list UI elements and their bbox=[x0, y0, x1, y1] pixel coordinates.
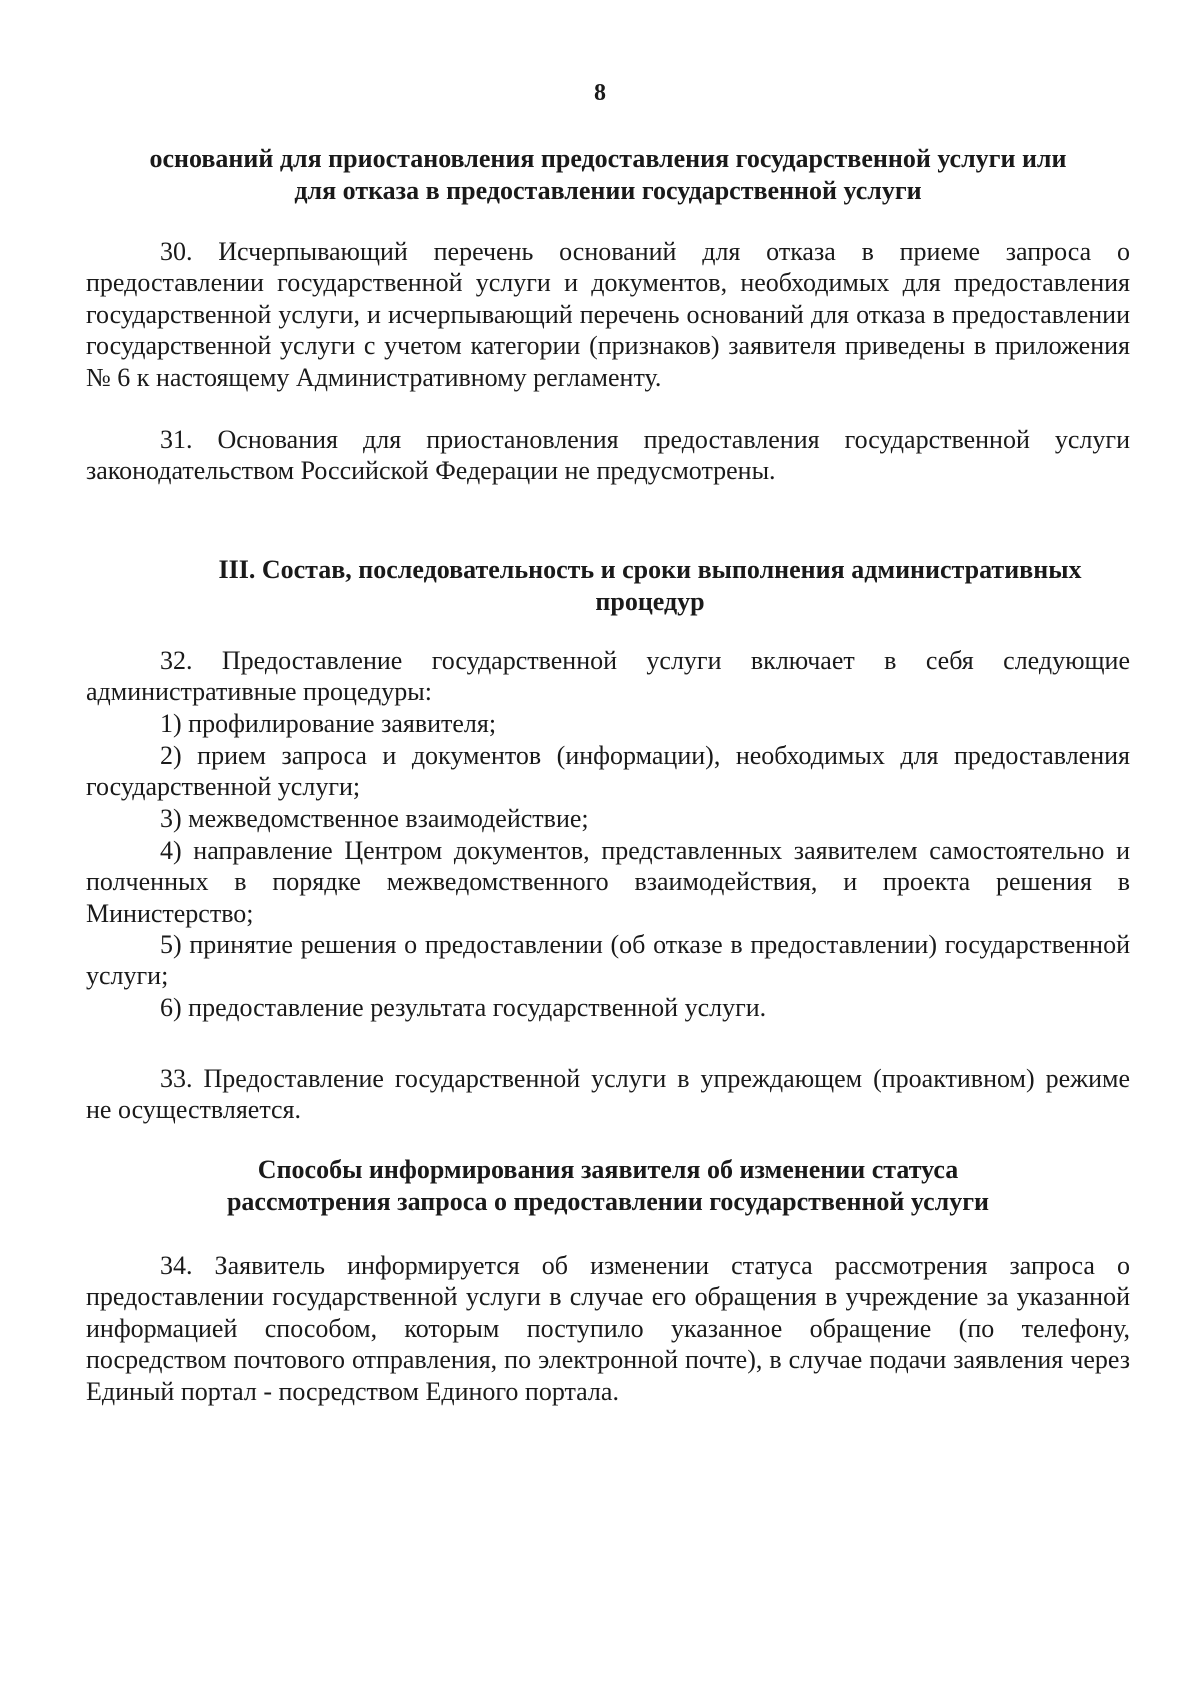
paragraph-31: 31. Основания для приостановления предоставления государственной услуги законодательством Российской Федерации не предусмотрены. bbox=[86, 425, 1130, 486]
procedure-item: 1) профилирование заявителя; bbox=[160, 709, 497, 738]
procedure-item: 3) межведомственное взаимодействие; bbox=[160, 804, 589, 833]
heading-line: процедур bbox=[595, 587, 705, 616]
heading-line: III. Состав, последовательность и сроки выполнения административных bbox=[218, 555, 1082, 584]
procedure-item: 6) предоставление результата государственной услуги. bbox=[160, 993, 767, 1022]
procedure-item: 2) прием запроса и документов (информации), необходимых для предоставления государственной услуги; bbox=[86, 741, 1130, 802]
section-iii-heading bbox=[170, 554, 1130, 618]
paragraph-32: 32. Предоставление государственной услуги включает в себя следующие административные процедуры: bbox=[86, 646, 1130, 707]
page-number: 8 bbox=[594, 80, 606, 106]
paragraph-30: 30. Исчерпывающий перечень оснований для отказа в приеме запроса о предоставлении государственной услуги и документов, необходимых для предоставления государственной услуги, и исчерпывающий перечень оснований для отказа в предоставлении государственной услуги с учетом категории (признаков) заявителя приведены в приложения № 6 к настоящему Административному регламенту. bbox=[86, 237, 1130, 392]
heading-line: Способы информирования заявителя об изменении статуса bbox=[257, 1155, 959, 1184]
paragraph-33: 33. Предоставление государственной услуги в упреждающем (проактивном) режиме не осуществляется. bbox=[86, 1064, 1130, 1125]
heading-grounds bbox=[86, 143, 1130, 207]
heading-inform bbox=[86, 1154, 1130, 1218]
procedure-item: 5) принятие решения о предоставлении (об отказе в предоставлении) государственной услуги; bbox=[86, 930, 1130, 991]
heading-line: для отказа в предоставлении государственной услуги bbox=[294, 176, 922, 205]
procedure-item: 4) направление Центром документов, представленных заявителем самостоятельно и полченных в порядке межведомственного взаимодействия, и проекта решения в Министерство; bbox=[86, 836, 1130, 928]
paragraph-34: 34. Заявитель информируется об изменении статуса рассмотрения запроса о предоставлении государственной услуги в случае его обращения в учреждение за указанной информацией способом, которым поступило указанное обращение (по телефону, посредством почтового отправления, по электронной почте), в случае подачи заявления через Единый портал - посредством Единого портала. bbox=[86, 1251, 1130, 1406]
heading-line: рассмотрения запроса о предоставлении государственной услуги bbox=[226, 1187, 990, 1216]
heading-line: оснований для приостановления предоставления государственной услуги или bbox=[149, 144, 1067, 173]
